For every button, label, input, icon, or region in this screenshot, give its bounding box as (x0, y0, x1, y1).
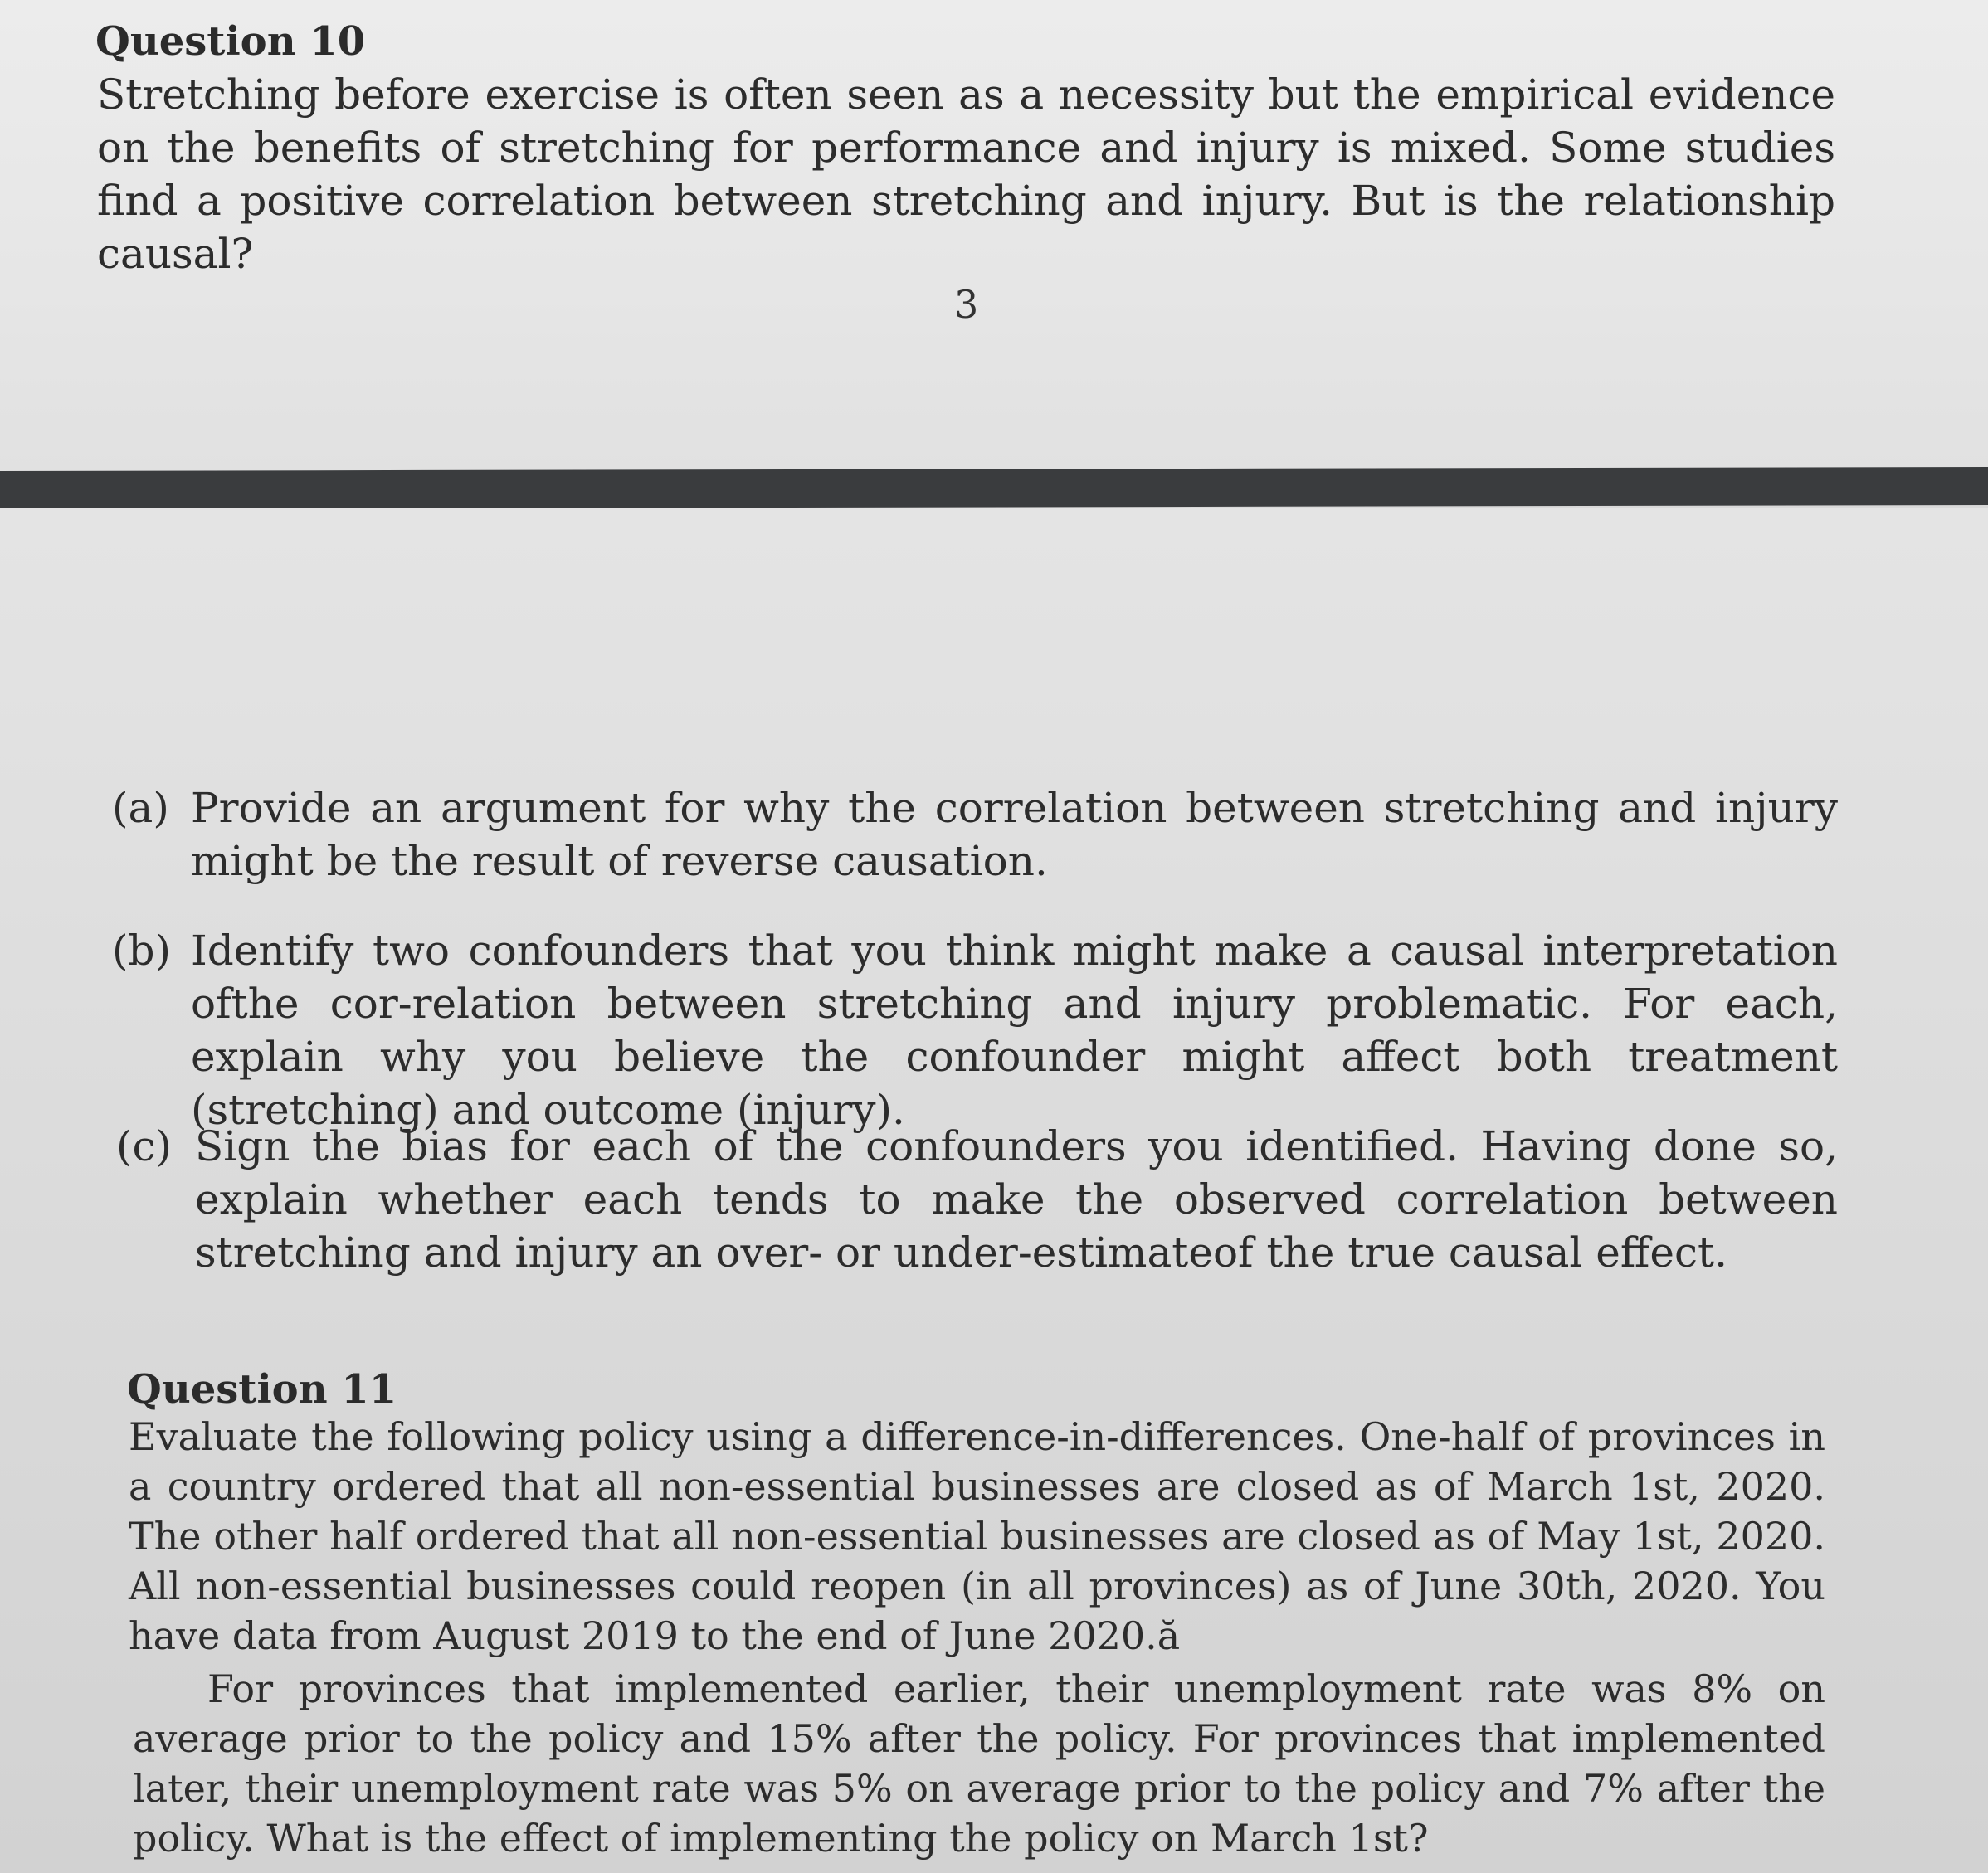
lower-page (0, 508, 1988, 1873)
question-10-intro: Stretching before exercise is often seen as a necessity but the empirical evidence on the benefits of stretching for performance and injury is mixed. Some studies find a positive correlation between stretching and injury. But is the relationship causal? (97, 71, 1835, 278)
question-11-paragraph-1: Evaluate the following policy using a difference-in-differences. One-half of provinces in a country ordered that all non-essential businesses are closed as of March 1st, 2020. The other half ordered that all non-essential businesses are closed as of May 1st, 2020. All non-essential businesses could reopen (in all provinces) as of June 30th, 2020. You have data from August 2019 to the end of June 2020.ă (129, 1414, 1825, 1658)
part-a (112, 781, 1838, 888)
question-11-paragraph-2: For provinces that implemented earlier, their unemployment rate was 8% on average prior to the policy and 15% after the policy. For provinces that implemented later, their unemployment rate was 5% on average prior to the policy and 7% after the policy. What is the effect of implementing the policy on March 1st? (133, 1666, 1825, 1861)
question-11-title: Question 11 (127, 1366, 397, 1413)
page-number: 3 (954, 282, 979, 327)
part-c (116, 1120, 1838, 1279)
part-b-label: (b) (112, 927, 172, 975)
part-c-label: (c) (116, 1122, 173, 1170)
part-a-text: Provide an argument for why the correlation between stretching and injury might be the result of reverse causation. (191, 784, 1838, 885)
page-divider (0, 467, 1988, 509)
question-10-title: Question 10 (95, 18, 366, 65)
part-a-label: (a) (112, 784, 169, 832)
upper-page (0, 0, 1988, 473)
part-b (112, 924, 1838, 1136)
part-c-text: Sign the bias for each of the confounders you identified. Having done so, explain whether each tends to make the observed correlation between stretching and injury an over- or under-estimateof the true causal effect. (195, 1122, 1838, 1277)
part-b-text: Identify two confounders that you think might make a causal interpretation ofthe cor-relation between stretching and injury problematic. For each, explain why you believe the confounder might affect both treatment (stretching) and outcome (injury). (191, 927, 1838, 1134)
